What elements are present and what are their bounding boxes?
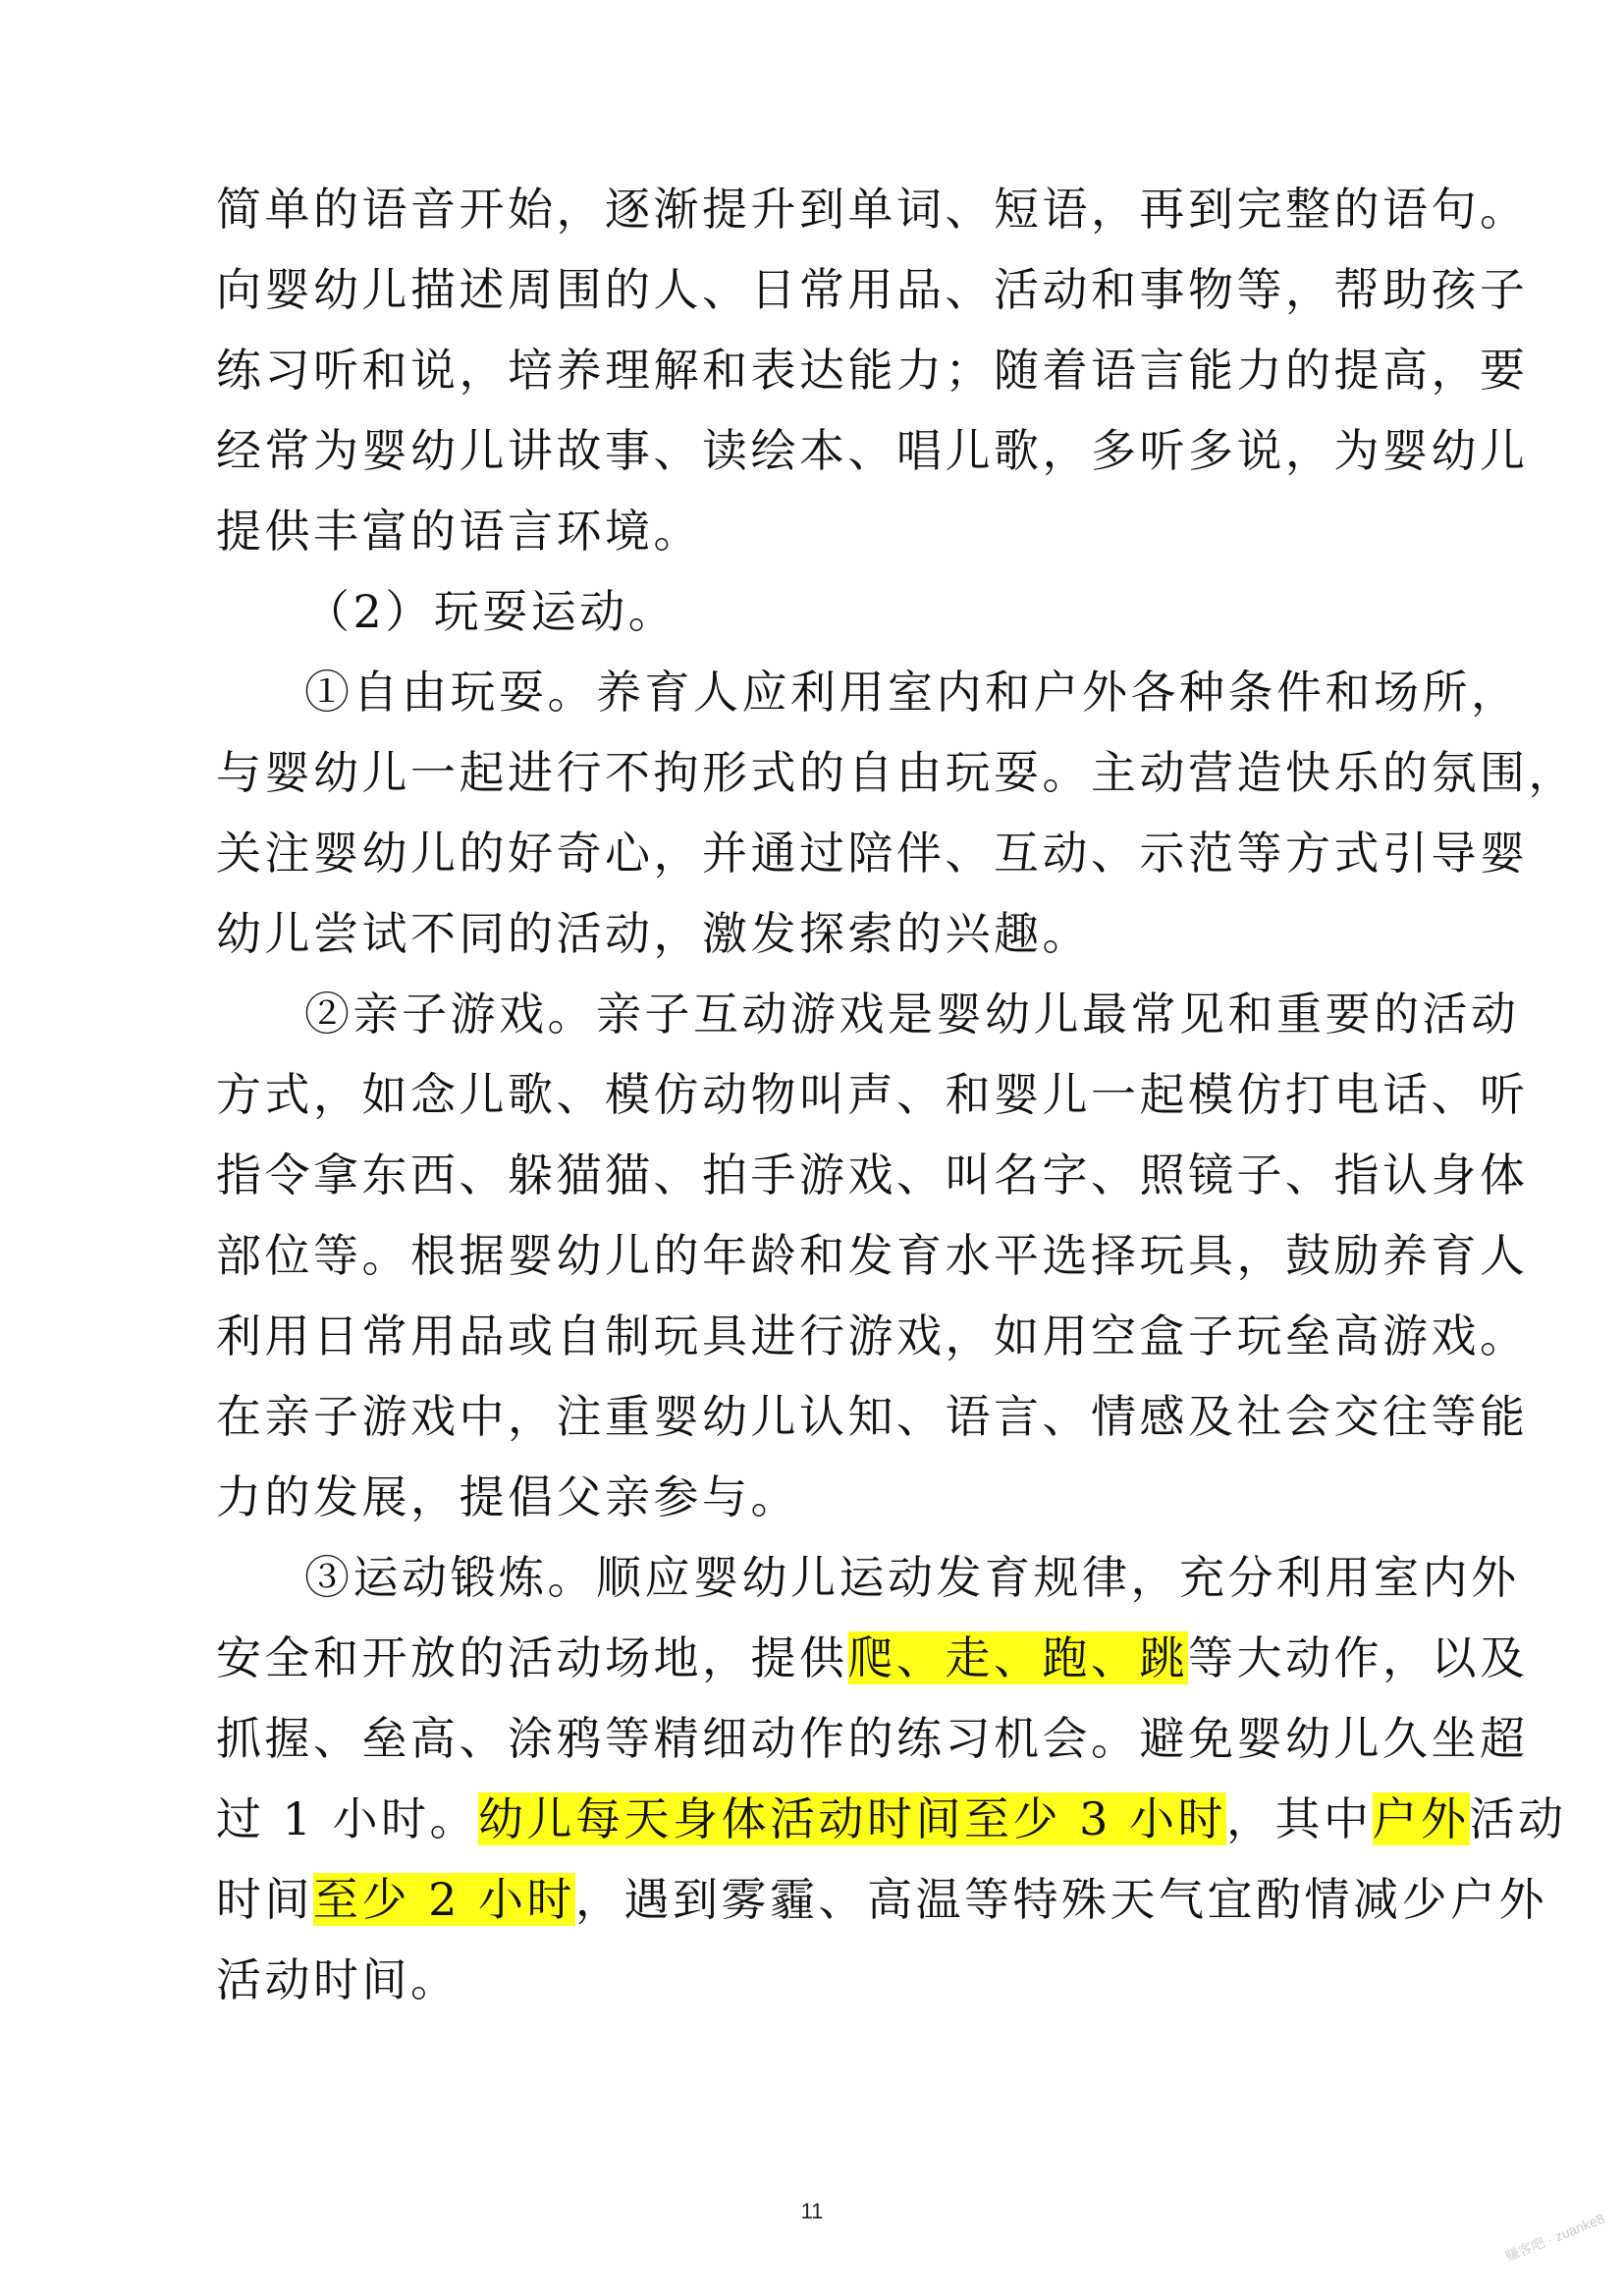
highlighted-text: 爬、走、跑、跳 [847,1631,1188,1684]
highlighted-text: 幼儿每天身体活动时间至少 3 小时 [478,1792,1227,1845]
text-line: 抓握、垒高、涂鸦等精细动作的练习机会。避免婴幼儿久坐超 [216,1712,1529,1765]
text-segment: ，其中 [1226,1792,1373,1845]
text-line: 利用日常用品或自制玩具进行游戏，如用空盒子玩垒高游戏。 [216,1309,1529,1362]
text-line: 活动时间。 [216,1953,460,2006]
text-line: ②亲子游戏。亲子互动游戏是婴幼儿最常见和重要的活动 [304,988,1520,1041]
text-line [216,1629,1529,1687]
text-segment: 时间 [216,1873,313,1926]
text-line: 幼儿尝试不同的活动，激发探索的兴趣。 [216,907,1091,960]
text-line [216,1789,1567,1848]
text-segment: 过 1 小时。 [216,1792,479,1845]
text-line: 向婴幼儿描述周围的人、日常用品、活动和事物等，帮助孩子 [216,263,1529,316]
highlighted-text: 至少 2 小时 [313,1873,576,1926]
text-segment: 活动 [1469,1792,1567,1845]
text-line: 指令拿东西、躲猫猫、拍手游戏、叫名字、照镜子、指认身体 [216,1148,1529,1201]
text-line: 部位等。根据婴幼儿的年龄和发育水平选择玩具，鼓励养育人 [216,1229,1529,1282]
text-line: 与婴幼儿一起进行不拘形式的自由玩耍。主动营造快乐的氛围， [216,746,1577,799]
text-line: 提供丰富的语言环境。 [216,505,702,558]
text-line: 练习听和说，培养理解和表达能力；随着语言能力的提高，要 [216,344,1529,397]
text-line: ①自由玩耍。养育人应利用室内和户外各种条件和场所， [304,666,1520,719]
text-line [216,1870,1547,1929]
text-line: ③运动锻炼。顺应婴幼儿运动发育规律，充分利用室内外 [304,1551,1520,1604]
text-segment: 安全和开放的活动场地，提供 [216,1631,848,1684]
text-line: 经常为婴幼儿讲故事、读绘本、唱儿歌，多听多说，为婴幼儿 [216,424,1529,477]
text-segment: 等大动作，以及 [1188,1631,1529,1684]
text-line: 力的发展，提倡父亲参与。 [216,1470,799,1523]
text-line: 关注婴幼儿的好奇心，并通过陪伴、互动、示范等方式引导婴 [216,827,1529,880]
watermark-logo: 赚客吧 · zuanke8 [1502,2210,1607,2265]
text-line: 方式，如念儿歌、模仿动物叫声、和婴儿一起模仿打电话、听 [216,1068,1529,1121]
highlighted-text: 户外 [1372,1792,1470,1845]
text-line: 简单的语音开始，逐渐提升到单词、短语，再到完整的语句。 [216,183,1529,236]
text-line: 在亲子游戏中，注重婴幼儿认知、语言、情感及社会交往等能 [216,1390,1529,1443]
text-segment: ，遇到雾霾、高温等特殊天气宜酌情减少户外 [575,1873,1548,1926]
page-number: 11 [800,2199,824,2223]
section-heading: （2）玩耍运动。 [304,585,677,638]
